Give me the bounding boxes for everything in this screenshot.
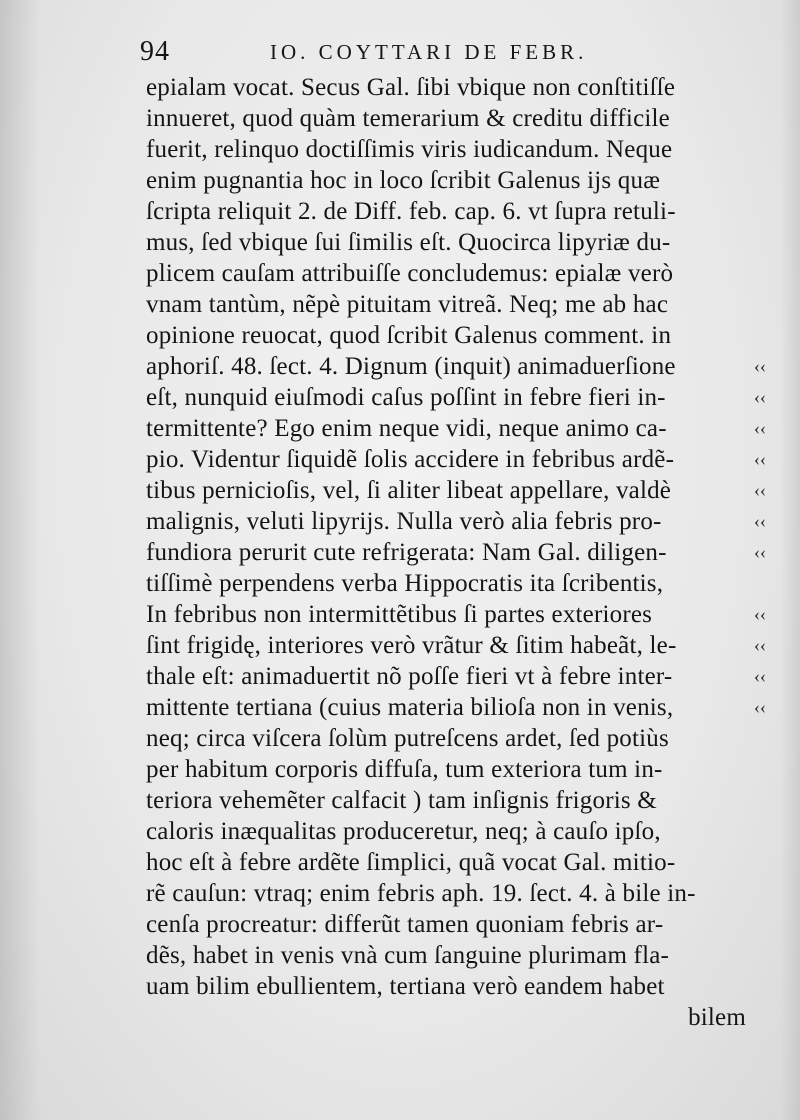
text-line: epialam vocat. Secus Gal. ſibi vbique non conſtitiſſe [146,74,676,101]
quote-mark: ‹‹ [754,604,766,624]
text-line: caloris inæqualitas produceretur, neq; à cauſo ipſo, [146,818,661,845]
quote-mark: ‹‹ [754,542,766,562]
quote-mark: ‹‹ [754,697,766,717]
text-line: termittente? Ego enim neque vidi, neque animo ca- [146,415,667,442]
text-line: fuerit, relinquo doctiſſimis viris iudicandum. Neque [146,136,673,163]
text-line: eſt, nunquid eiuſmodi caſus poſſint in febre fieri in- [146,384,666,411]
text-line: mus, ſed vbique ſui ſimilis eſt. Quocirca lipyriæ du- [146,229,671,256]
text-line: per habitum corporis diffuſa, tum exteriora tum in- [146,756,663,783]
text-line: teriora vehemẽter calfacit ) tam inſignis frigoris & [146,787,657,814]
page-edge-shadow-left [0,0,40,1120]
text-line: aphoriſ. 48. ſect. 4. Dignum (inquit) animaduerſione [146,353,676,380]
text-line: mittente tertiana (cuius materia bilioſa non in venis, [146,694,674,721]
text-line: fundiora perurit cute refrigerata: Nam Gal. diligen- [146,539,667,566]
text-line: thale eſt: animaduertit nõ poſſe fieri vt à febre inter- [146,663,673,690]
quote-mark: ‹‹ [754,666,766,686]
text-line: vnam tantùm, nẽpè pituitam vitreã. Neq; me ab hac [146,291,669,318]
text-line: tibus pernicioſis, vel, ſi aliter libeat appellare, valdè [146,477,672,504]
text-line: opinione reuocat, quod ſcribit Galenus comment. in [146,322,672,349]
quote-mark: ‹‹ [754,480,766,500]
text-line: ſint frigidę, interiores verò vrãtur & ſitim habeãt, le- [146,632,677,659]
text-line: cenſa procreatur: differũt tamen quoniam febris ar- [146,911,664,938]
quote-mark: ‹‹ [754,635,766,655]
text-line: enim pugnantia hoc in loco ſcribit Galenus ijs quæ [146,167,661,194]
quote-mark: ‹‹ [754,511,766,531]
page-number: 94 [140,36,170,67]
quote-mark: ‹‹ [754,387,766,407]
catchword: bilem [688,1004,746,1031]
text-block [146,72,766,1072]
page-edge-shadow-right [780,0,800,1120]
text-line: dẽs, habet in venis vnà cum ſanguine plurimam fla- [146,942,670,969]
text-line: hoc eſt à febre ardẽte ſimplici, quã vocat Gal. mitio- [146,849,676,876]
text-line: innueret, quod quàm temerarium & creditu difficile [146,105,670,132]
text-line: malignis, veluti lipyrijs. Nulla verò alia febris pro- [146,508,662,535]
page-header [140,36,750,76]
text-line: pio. Videntur ſiquidẽ ſolis accidere in febribus ardẽ- [146,446,675,473]
text-line: ſcripta reliquit 2. de Diff. feb. cap. 6. vt ſupra retuli- [146,198,676,225]
text-line: neq; circa viſcera ſolùm putreſcens ardet, ſed potiùs [146,725,669,752]
text-line: rẽ cauſun: vtraq; enim febris aph. 19. ſect. 4. à bile in- [146,880,696,907]
running-head: IO. COYTTARI DE FEBR. [270,40,588,64]
quote-mark: ‹‹ [754,418,766,438]
text-line: tiſſimè perpendens verba Hippocratis ita ſcribentis, [146,570,664,597]
text-line: uam bilim ebullientem, tertiana verò eandem habet [146,973,665,1000]
text-line: plicem cauſam attribuiſſe concludemus: epialæ verò [146,260,674,287]
quote-mark: ‹‹ [754,449,766,469]
quote-mark: ‹‹ [754,356,766,376]
text-line: In febribus non intermittẽtibus ſi partes exteriores [146,601,653,628]
